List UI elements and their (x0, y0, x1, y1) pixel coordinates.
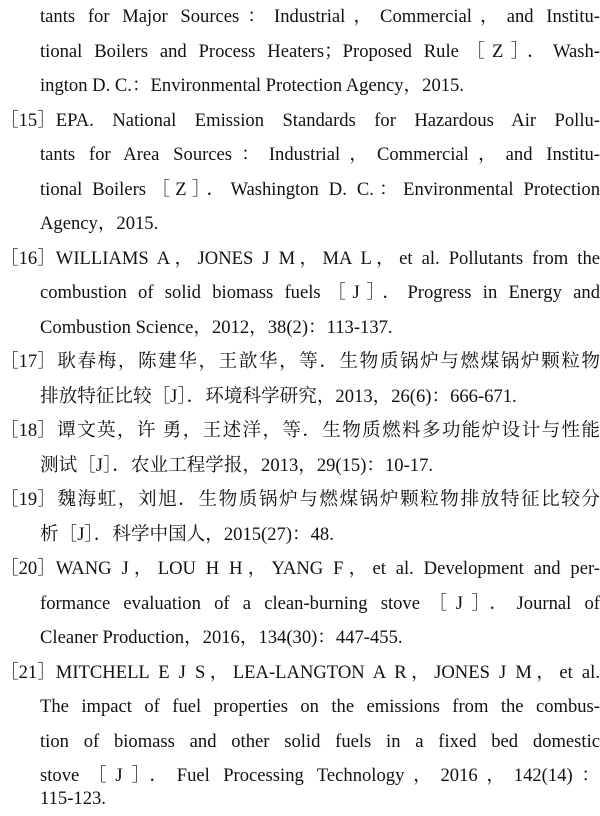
reference-text: 谭文英，许 勇，王述洋，等．生物质燃料多功能炉设计与性能 (55, 420, 600, 441)
reference-line: Combustion Science，2012，38(2)：113-137. (40, 316, 393, 338)
reference-text: MITCHELL E J S，LEA-LANGTON A R，JONES J M，et al. (55, 661, 600, 683)
reference-number: ［16］ (0, 247, 56, 269)
reference-first-line (0, 656, 600, 690)
reference-line: The impact of fuel properties on the emissions from the combus- (40, 696, 600, 717)
reference-number: ［17］ (0, 351, 56, 372)
reference-line: stove［J］．Fuel Processing Technology，2016，142(14)： (40, 765, 600, 786)
reference-first-line (0, 552, 600, 586)
reference-first-line (0, 345, 600, 379)
reference-line: ington D. C.：Environmental Protection Agency，2015. (40, 75, 464, 96)
reference-line: formance evaluation of a clean-burning stove［J］．Journal of (40, 592, 600, 614)
reference-line: Cleaner Production，2016，134(30)：447-455. (40, 627, 403, 648)
reference-number: ［20］ (0, 558, 56, 579)
reference-number: ［19］ (0, 489, 56, 510)
reference-first-line (0, 104, 600, 138)
reference-line: 测试［J］．农业工程学报，2013，29(15)：10-17. (40, 454, 434, 476)
reference-text: 耿春梅，陈建华，王歆华，等．生物质锅炉与燃煤锅炉颗粒物 (55, 351, 600, 372)
reference-first-line (0, 242, 600, 276)
reference-text: WANG J，LOU H H，YANG F，et al. Development and per- (55, 558, 600, 579)
reference-line: tion of biomass and other solid fuels in a fixed bed domestic (40, 730, 600, 752)
reference-number: ［18］ (0, 420, 56, 441)
reference-number: ［15］ (0, 109, 56, 131)
reference-line: tants for Major Sources：Industrial，Commercial，and Institu- (40, 6, 600, 27)
reference-text: WILLIAMS A，JONES J M，MA L，et al. Pollutants from the (55, 247, 600, 269)
reference-line: Agency，2015. (40, 213, 159, 234)
reference-line: tional Boilers［Z］．Washington D. C.：Environmental Protection (40, 178, 600, 200)
reference-number: ［21］ (0, 661, 56, 683)
reference-first-line (0, 414, 600, 448)
reference-line: 115-123. (40, 788, 106, 809)
reference-text: 魏海虹，刘旭．生物质锅炉与燃煤锅炉颗粒物排放特征比较分 (55, 489, 600, 510)
reference-text: EPA. National Emission Standards for Hazardous Air Pollu- (55, 109, 600, 131)
reference-line: tional Boilers and Process Heaters；Proposed Rule［Z］．Wash- (40, 40, 600, 62)
reference-line: combustion of solid biomass fuels［J］．Progress in Energy and (40, 282, 600, 303)
reference-line: 排放特征比较［J］．环境科学研究，2013，26(6)：666-671. (40, 385, 517, 407)
reference-first-line (0, 483, 600, 517)
reference-line: tants for Area Sources：Industrial，Commercial，and Institu- (40, 144, 600, 165)
reference-line: 析［J］．科学中国人，2015(27)：48. (40, 523, 334, 545)
